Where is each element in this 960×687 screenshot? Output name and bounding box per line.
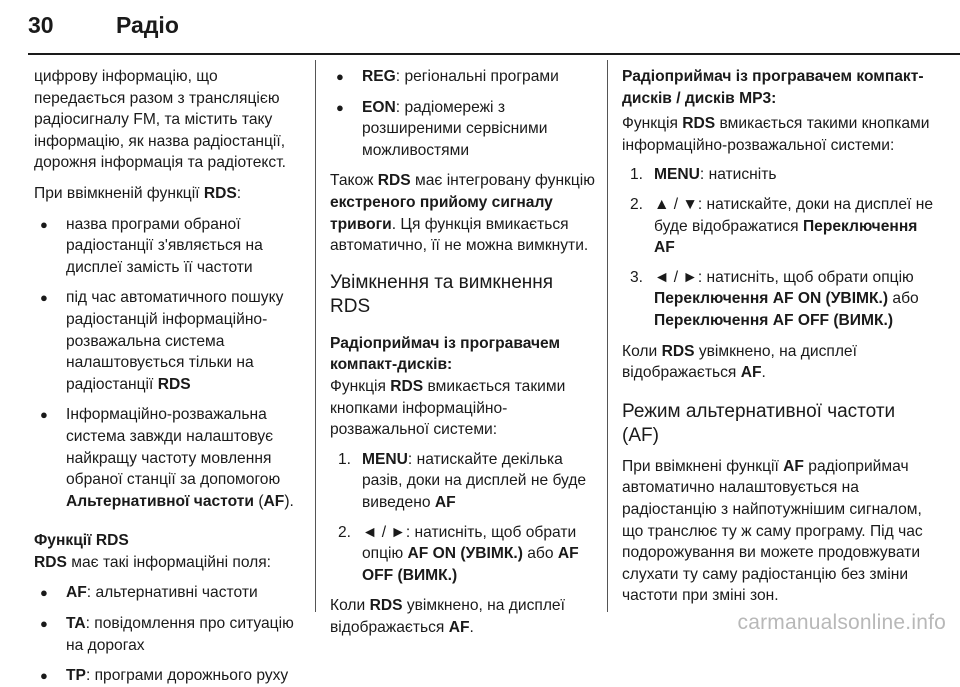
- af-term: AF: [740, 364, 762, 382]
- text: Коли: [622, 342, 662, 360]
- list-item: [34, 665, 306, 687]
- af-term: AF: [66, 584, 87, 602]
- text: вмикається такими кнопками інформаційно-розважальної системи:: [622, 115, 930, 154]
- watermark: carmanualsonline.info: [737, 611, 946, 634]
- page-number: 30: [28, 12, 54, 38]
- list-item: [34, 287, 306, 395]
- sub-heading: Радіоприймач із програвачем компакт-дисків / дисків MP3:: [622, 68, 924, 107]
- reg-term: REG: [362, 68, 396, 85]
- column-3: [622, 66, 934, 607]
- step-text: : натискайте, доки на дисплеї не буде відображатися: [654, 195, 934, 235]
- step-item: [622, 267, 934, 332]
- intro-paragraph: цифрову інформацію, що передається разом з трансляцією радіосигналу FM, та містить таку інформацію, як назва радіостанції, дорожня інформація та радіотекст.: [34, 68, 286, 172]
- rds-term: RDS: [203, 184, 237, 202]
- paren-open: (: [253, 492, 264, 510]
- section-heading: Увімкнення та вимкнення RDS: [330, 271, 554, 317]
- text: Коли: [330, 597, 370, 615]
- af-term: AF: [448, 618, 470, 636]
- af-off-term: AF OFF (ВИМК.): [362, 545, 579, 584]
- when-on-paragraph: [34, 183, 306, 205]
- paren-close: ).: [284, 492, 294, 510]
- list-item: [34, 582, 306, 604]
- section-heading: Режим альтернативної частоти (AF): [622, 400, 896, 446]
- text: . Ця функція вмикається автоматично, її не можна вимкнути.: [330, 215, 589, 255]
- step-text: : натискайте декілька разів, доки на дисплей не буде виведено: [362, 450, 587, 511]
- rds-term: RDS: [377, 172, 411, 190]
- text: При ввімкнені функції: [622, 457, 784, 475]
- sub-heading: Радіоприймач із програвачем компакт-дисків:: [330, 334, 561, 374]
- list-item-text: : повідомлення про ситуацію на дорогах: [66, 615, 294, 654]
- status-paragraph: [330, 595, 598, 638]
- text: Також: [330, 172, 378, 190]
- menu-term: MENU: [654, 166, 700, 184]
- step-item: [622, 194, 934, 259]
- ta-term: TA: [66, 615, 86, 633]
- func-paragraph: [622, 113, 934, 156]
- rds-term: RDS: [661, 342, 695, 360]
- text: або: [888, 290, 919, 308]
- rds-term: RDS: [682, 115, 716, 133]
- arrow-left-right-icon: ◄ / ►: [654, 268, 698, 286]
- func-paragraph: [330, 376, 598, 441]
- column-1: [34, 66, 306, 687]
- header-rule: [28, 53, 960, 55]
- step-number: 1.: [338, 450, 352, 468]
- af-switch-term: Переключення AF: [654, 217, 918, 257]
- text: радіоприймач автоматично налаштовується на радіостанцію з найпотужнішим сигналом, що транслює ту ж саму програму. Під час подорожування ви можете продовжувати слухати ту саму радіостанцію без зміни частоти при зміні зон.: [622, 457, 923, 605]
- step-item: [622, 164, 934, 186]
- step-text: : натисніть: [699, 166, 777, 184]
- af-on-term: Переключення AF ON (УВІМК.): [654, 290, 889, 308]
- af-term: AF: [783, 457, 804, 475]
- text: має інтегровану функцію: [410, 172, 595, 190]
- column-divider-left: [315, 60, 316, 612]
- column-divider-right: [607, 60, 608, 612]
- step-number: 3.: [630, 268, 644, 286]
- text: вмикається такими кнопками інформаційно-розважальної системи:: [330, 377, 566, 439]
- emergency-term: екстреного прийому сигналу тривоги: [330, 193, 553, 233]
- rds-term: RDS: [34, 553, 67, 571]
- list-item-text: : програми дорожнього руху: [85, 667, 289, 685]
- text: Функція: [330, 377, 391, 395]
- fields-paragraph: [34, 552, 306, 574]
- page-header: [28, 8, 960, 48]
- page-title: Радіо: [116, 12, 179, 38]
- when-on-prefix: При ввімкненій функції: [34, 184, 204, 202]
- step-text: : натисніть, щоб обрати опцію: [697, 268, 914, 286]
- when-on-suffix: :: [236, 184, 242, 202]
- text: .: [469, 618, 474, 636]
- list-item-text: під час автоматичного пошуку радіостанцій інформаційно-розважальна система налаштовується тільки на радіостанції: [66, 289, 284, 393]
- af-off-term: Переключення AF OFF (ВИМК.): [654, 311, 894, 329]
- step-number: 2.: [630, 195, 644, 213]
- list-item-text: : альтернативні частоти: [86, 584, 258, 602]
- step-text: : натисніть, щоб обрати опцію: [362, 523, 577, 563]
- emergency-paragraph: [330, 170, 598, 256]
- menu-term: MENU: [362, 450, 408, 468]
- list-item-text: Інформаційно-розважальна система завжди налаштовує найкращу частоту мовлення обраної станції за допомогою: [66, 406, 281, 489]
- arrow-left-right-icon: ◄ / ►: [362, 523, 406, 541]
- functions-heading: Функції RDS: [34, 532, 129, 550]
- fields-text: має такі інформаційні поля:: [66, 553, 272, 571]
- alt-paragraph: [622, 456, 934, 607]
- alt-frequency-term: Альтернативної частоти: [66, 492, 254, 510]
- af-term: AF: [434, 493, 456, 511]
- step-number: 1.: [630, 166, 644, 184]
- list-item: [330, 66, 598, 88]
- af-on-term: AF ON (УВІМК.): [407, 545, 523, 563]
- text: увімкнено, на дисплеї відображається: [622, 342, 857, 382]
- step-item: [330, 449, 598, 514]
- list-item: [34, 613, 306, 656]
- text: .: [761, 364, 766, 382]
- text: Функція: [622, 115, 683, 133]
- list-item-text: : радіомережі з розширеними сервісними можливостями: [362, 98, 548, 159]
- step-number: 2.: [338, 523, 352, 541]
- status-paragraph: [622, 341, 934, 384]
- text: або: [522, 545, 558, 563]
- rds-term: RDS: [157, 375, 191, 393]
- rds-term: RDS: [390, 377, 424, 395]
- tp-term: TP: [66, 667, 86, 685]
- rds-term: RDS: [369, 597, 403, 615]
- eon-term: EON: [362, 98, 396, 116]
- list-item: ● назва програми обраної радіостанції з'являється на дисплеї замість її частоти: [34, 214, 306, 279]
- column-2: [330, 66, 598, 638]
- list-item-text: : регіональні програми: [395, 68, 559, 85]
- list-item: [330, 97, 598, 162]
- text: увімкнено, на дисплеї відображається: [330, 597, 565, 636]
- af-term: AF: [263, 492, 285, 510]
- arrow-up-down-icon: ▲ / ▼: [654, 195, 698, 213]
- list-item: [34, 404, 306, 512]
- step-item: [330, 522, 598, 587]
